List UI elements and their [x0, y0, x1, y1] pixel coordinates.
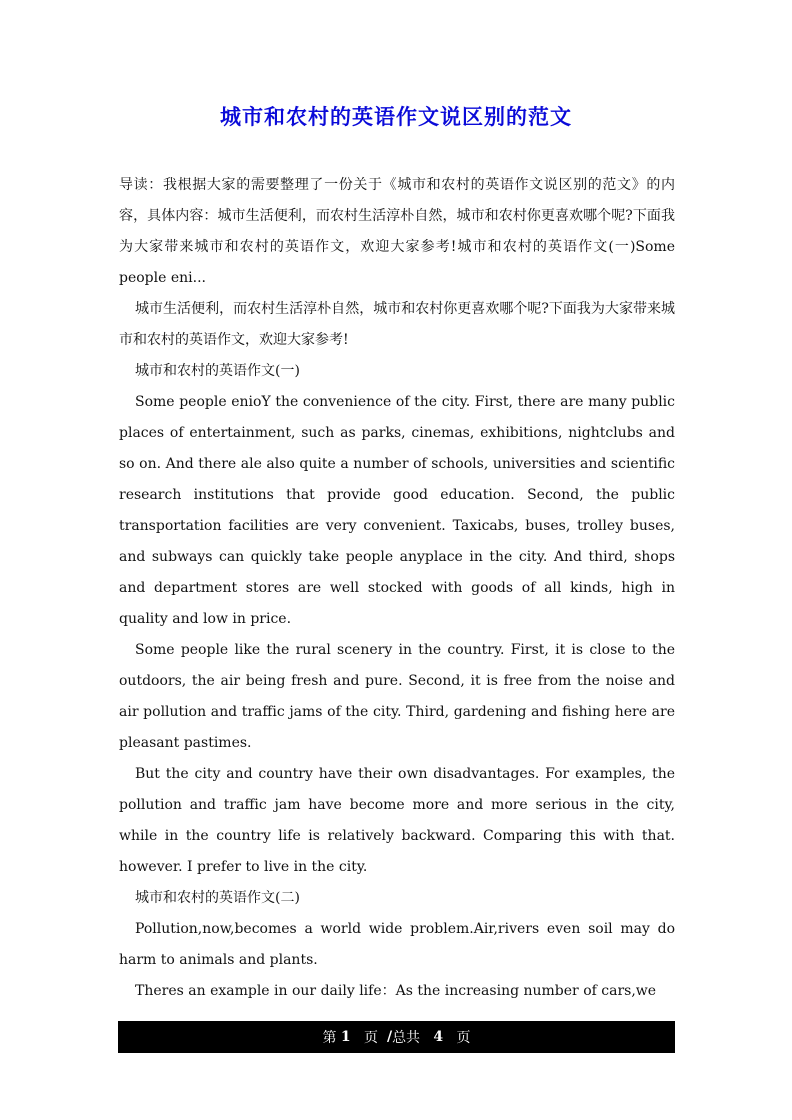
- paragraph-city-advantages: Some people enioY the convenience of the city. First, there are many public places of entertainment, such as parks, cinemas, exhibitions, nightclubs and so on. And there ale also quite a number of schools, universities and scientific research institutions that provide good education. Second, the public transportation facilities are very convenient. Taxicabs, buses, trolley buses, and subways can quickly take people anyplace in the city. And third, shops and department stores are well stocked with goods of all kinds, high in quality and low in price.: [119, 394, 675, 627]
- footer-total-prefix: 总共: [392, 1030, 421, 1046]
- paragraph-country-advantages: Some people like the rural scenery in the country. First, it is close to the outdoors, the air being fresh and pure. Second, it is free from the noise and air pollution and traffic jams of the city. Third, gardening and fishing here are pleasant pastimes.: [119, 642, 675, 751]
- document-body: [119, 170, 675, 1007]
- page-footer: [118, 1021, 675, 1053]
- footer-separator: /: [386, 1029, 393, 1045]
- paragraph-disadvantages: But the city and country have their own disadvantages. For examples, the pollution and traffic jam have become more and more serious in the city, while in the country life is relatively backward. Comparing this with that. however. I prefer to live in the city.: [119, 766, 675, 875]
- footer-page-prefix: 第: [322, 1030, 337, 1046]
- section-heading-1: 城市和农村的英语作文(一): [135, 363, 300, 379]
- footer-total-pages: 4: [433, 1029, 444, 1045]
- footer-total-unit: 页: [456, 1030, 471, 1046]
- paragraph-example: Theres an example in our daily life：As the increasing number of cars,we: [135, 983, 657, 999]
- paragraph-lead: 城市生活便利，而农村生活淳朴自然，城市和农村你更喜欢哪个呢?下面我为大家带来城市和农村的英语作文，欢迎大家参考!: [119, 301, 675, 348]
- document-title: 城市和农村的英语作文说区别的范文: [220, 104, 572, 129]
- paragraph-intro: 导读：我根据大家的需要整理了一份关于《城市和农村的英语作文说区别的范文》的内容，具体内容：城市生活便利，而农村生活淳朴自然，城市和农村你更喜欢哪个呢?下面我为大家带来城市和农村的英语作文，欢迎大家参考!城市和农村的英语作文(一)Some people eni...: [119, 177, 675, 286]
- section-heading-2: 城市和农村的英语作文(二): [135, 890, 300, 906]
- footer-current-page: 1: [340, 1029, 351, 1045]
- footer-page-unit: 页: [364, 1030, 379, 1046]
- paragraph-pollution: Pollution,now,becomes a world wide problem.Air,rivers even soil may do harm to animals and plants.: [119, 921, 675, 968]
